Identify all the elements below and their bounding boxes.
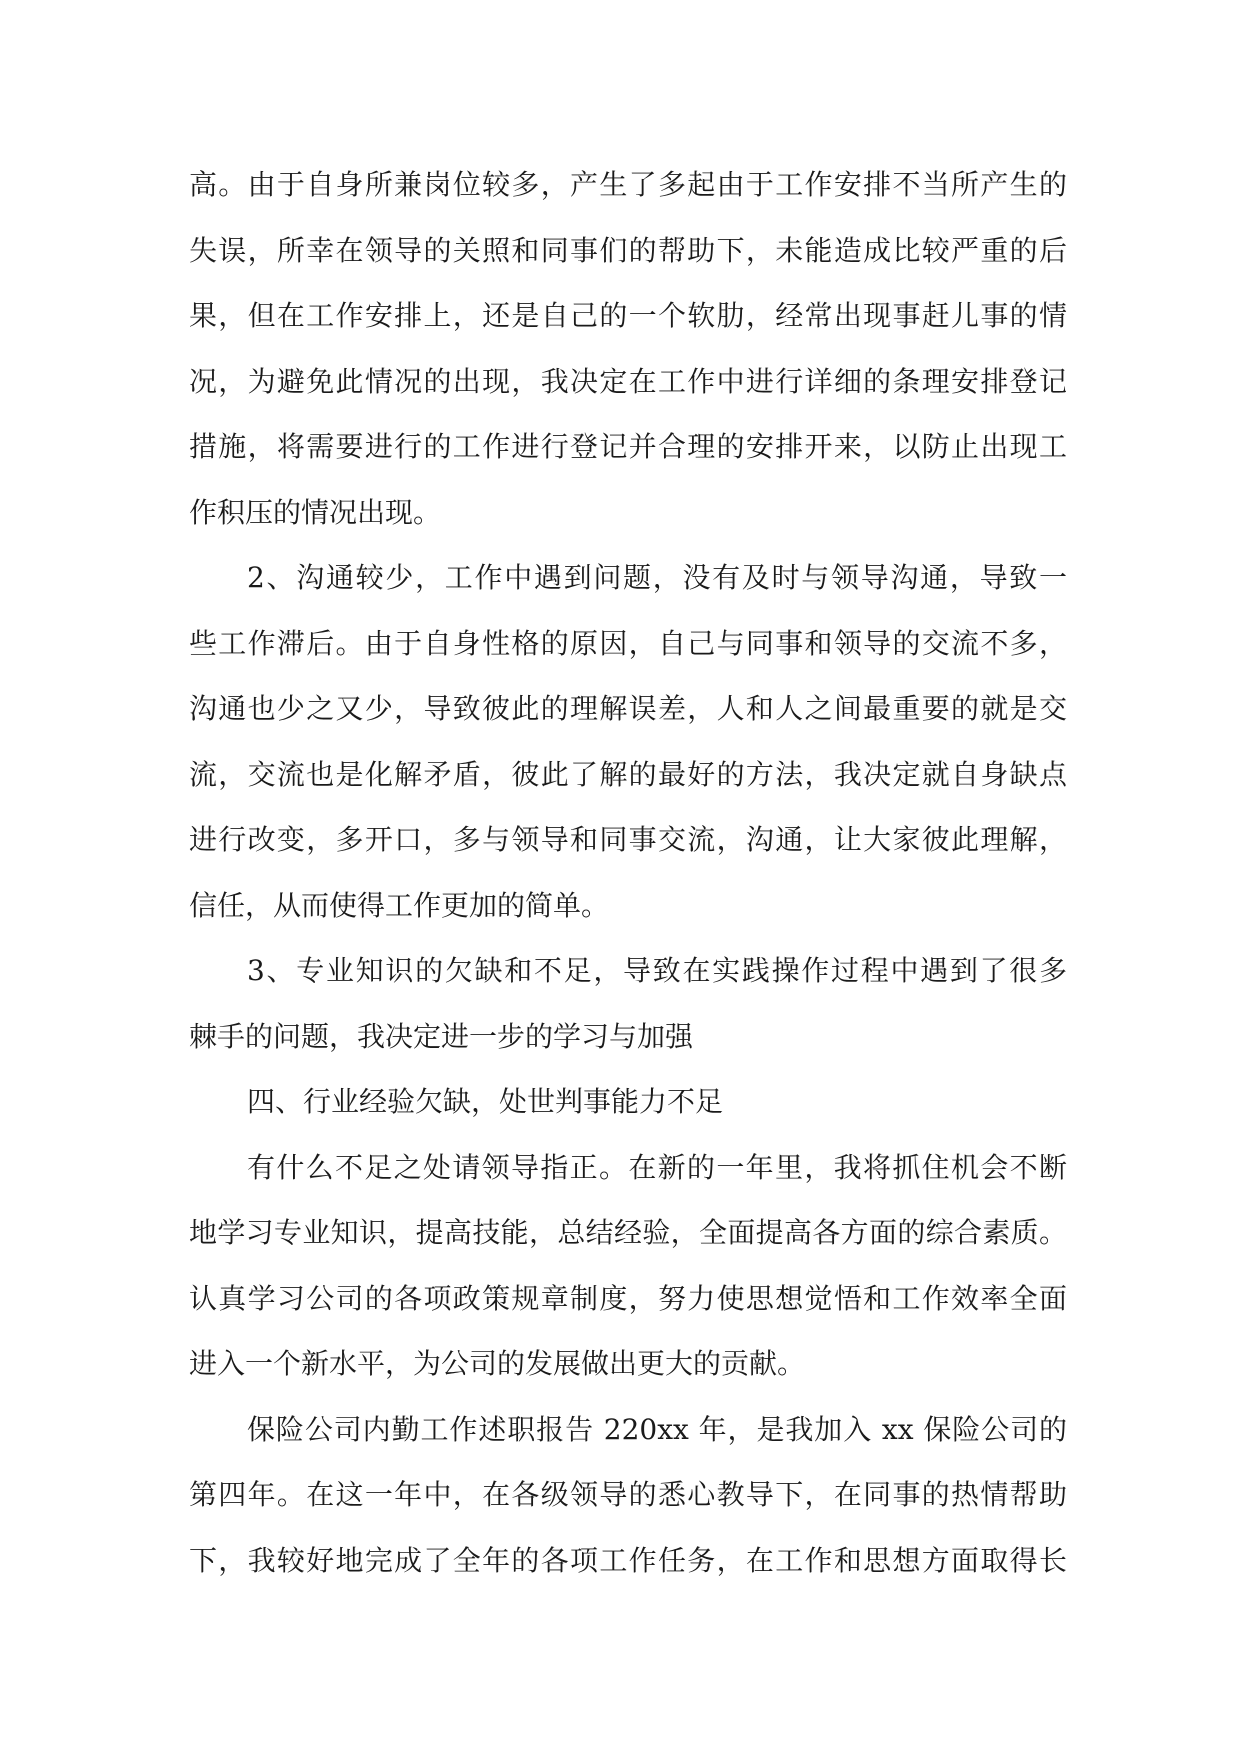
text-line: 棘手的问题，我决定进一步的学习与加强	[189, 1019, 694, 1053]
text-line: 地学习专业知识，提高技能，总结经验，全面提高各方面的综合素质。	[189, 1216, 1067, 1249]
text-line: 信任，从而使得工作更加的简单。	[189, 888, 610, 922]
text-line: 进入一个新水平，为公司的发展做出更大的贡献。	[189, 1347, 806, 1380]
text-line: 有什么不足之处请领导指正。在新的一年里，我将抓住机会不断	[247, 1150, 1067, 1184]
text-line: 认真学习公司的各项政策规章制度，努力使思想觉悟和工作效率全面	[189, 1281, 1067, 1315]
text-line: 3、专业知识的欠缺和不足，导致在实践操作过程中遇到了很多	[247, 954, 1067, 987]
text-line: 果，但在工作安排上，还是自己的一个软肋，经常出现事赶儿事的情	[189, 299, 1067, 332]
text-line: 沟通也少之又少，导致彼此的理解误差，人和人之间最重要的就是交	[189, 692, 1067, 725]
text-line: 第四年。在这一年中，在各级领导的悉心教导下，在同事的热情帮助	[189, 1478, 1067, 1511]
text-line: 2、沟通较少，工作中遇到问题，没有及时与领导沟通，导致一	[247, 561, 1067, 594]
document-body	[189, 152, 1067, 1593]
text-line: 失误，所幸在领导的关照和同事们的帮助下，未能造成比较严重的后	[189, 233, 1067, 267]
text-line: 高。由于自身所兼岗位较多，产生了多起由于工作安排不当所产生的	[189, 168, 1067, 201]
text-line: 流，交流也是化解矛盾，彼此了解的最好的方法，我决定就自身缺点	[189, 757, 1067, 791]
text-line: 下，我较好地完成了全年的各项工作任务，在工作和思想方面取得长	[189, 1543, 1067, 1577]
text-line: 保险公司内勤工作述职报告 220xx 年，是我加入 xx 保险公司的	[247, 1412, 1067, 1446]
text-line: 些工作滞后。由于自身性格的原因，自己与同事和领导的交流不多，	[189, 626, 1067, 660]
text-line: 进行改变，多开口，多与领导和同事交流，沟通，让大家彼此理解，	[189, 823, 1067, 856]
section-heading: 四、行业经验欠缺，处世判事能力不足	[247, 1085, 724, 1118]
text-line: 作积压的情况出现。	[189, 495, 442, 529]
text-line: 况，为避免此情况的出现，我决定在工作中进行详细的条理安排登记	[189, 364, 1067, 398]
text-line: 措施，将需要进行的工作进行登记并合理的安排开来，以防止出现工	[189, 430, 1067, 463]
